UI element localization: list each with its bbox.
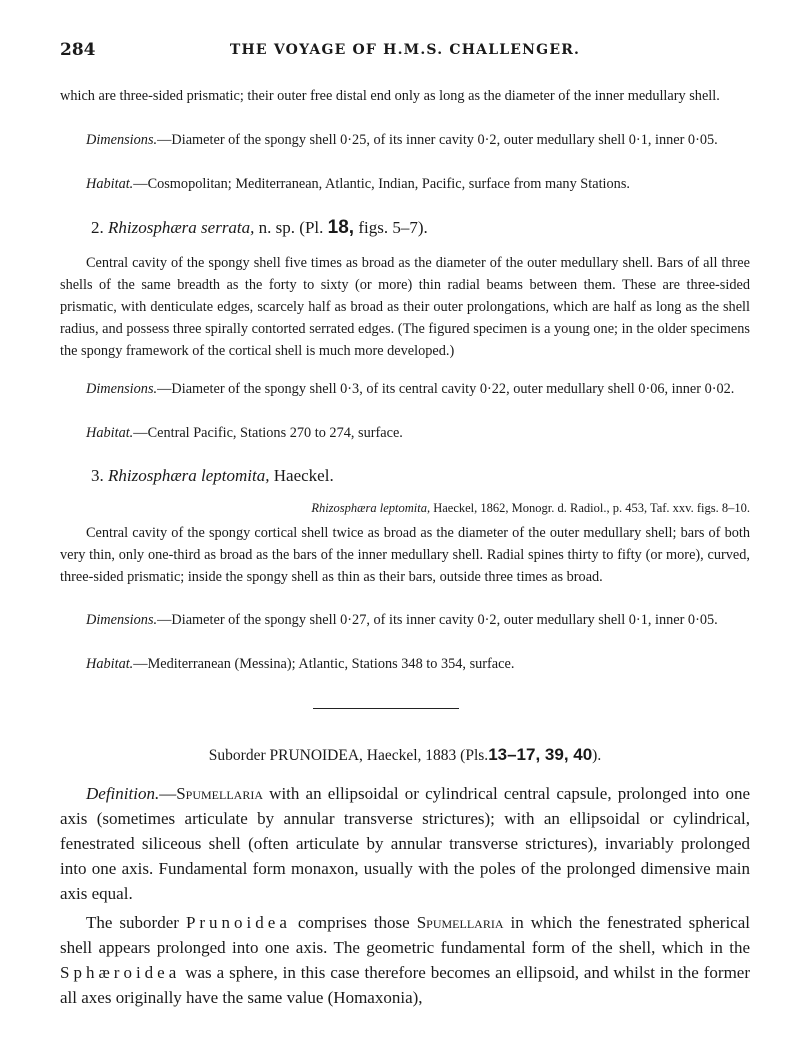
para-mid1: comprises those xyxy=(290,913,417,932)
species2-name: Rhizosphæra serrata, xyxy=(108,218,255,237)
definition-label: Definition. xyxy=(86,784,160,803)
citation-name: Rhizosphæra leptomita, xyxy=(311,501,431,515)
section-divider xyxy=(313,708,459,709)
suborder-heading-plates: 13–17, 39, 40 xyxy=(488,745,593,764)
species3-name: Rhizosphæra leptomita, xyxy=(108,466,270,485)
species3-habitat xyxy=(60,653,750,675)
page-header xyxy=(60,40,750,64)
intro-dimensions xyxy=(60,129,750,151)
suborder-heading-suffix: ). xyxy=(592,747,602,764)
species2-dimensions xyxy=(60,378,750,400)
dimensions-text: —Diameter of the spongy shell 0·27, of its inner cavity 0·2, outer medullary shell 0·1, inner 0·05. xyxy=(157,612,718,628)
habitat-label: Habitat. xyxy=(86,656,134,672)
suborder-definition xyxy=(60,781,750,906)
para-keyword: Spumellaria xyxy=(416,913,504,932)
habitat-text: —Cosmopolitan; Mediterranean, Atlantic, Indian, Pacific, surface from many Stations. xyxy=(133,176,630,192)
habitat-label: Habitat. xyxy=(86,176,134,192)
definition-keyword: Spumellaria xyxy=(176,784,263,803)
habitat-text: —Mediterranean (Messina); Atlantic, Stations 348 to 354, surface. xyxy=(133,656,515,672)
species2-heading xyxy=(91,217,781,239)
habitat-label: Habitat. xyxy=(86,425,134,441)
species3-citation xyxy=(60,499,750,517)
suborder-paragraph xyxy=(60,910,750,1010)
citation-text: Haeckel, 1862, Monogr. d. Radiol., p. 453, Taf. xxv. figs. 8–10. xyxy=(433,501,750,515)
species2-authority: n. sp. (Pl. xyxy=(258,218,324,237)
species2-description: Central cavity of the spongy shell five times as broad as the diameter of the outer medullary shell. Bars of all three shells of the same breadth as the forty to sixty (or more) thin radial beams between them. These are three-sided prismatic, with denticulate edges, scarcely half as broad as their outer prolongations, which are half as long as the shell radius, and possess three spirally contorted serrated edges. (The figured specimen is a young one; in the older specimens the spongy framework of the cortical shell is much more developed.) xyxy=(60,255,750,359)
intro-continuation: which are three-sided prismatic; their outer free distal end only as long as the diameter of the inner medullary shell. xyxy=(60,88,720,104)
intro-habitat xyxy=(60,173,750,195)
species2-plate: 18, xyxy=(327,217,355,238)
definition-dash: — xyxy=(159,784,177,803)
para-end: was a sphere, in this case therefore becomes an ellipsoid, and whilst in the former all axes originally have the same value (Homaxonia), xyxy=(60,963,750,1007)
dimensions-label: Dimensions. xyxy=(86,612,158,628)
species3-description: Central cavity of the spongy cortical shell twice as broad as the diameter of the outer medullary shell; bars of both very thin, only one-third as broad as the bars of the inner medullary shell. Radial spines thirty to fifty (or more), curved, three-sided prismatic; inside the spongy shell as thin as their bars, outside three times as broad. xyxy=(60,525,750,585)
species2-habitat xyxy=(60,422,750,444)
page-number: 284 xyxy=(60,40,96,60)
species2-figs: figs. 5–7). xyxy=(358,218,428,237)
species3-number: 3. xyxy=(91,466,104,485)
para-term-sphaeroidea: Sphæroidea xyxy=(60,963,181,982)
species3-authority: Haeckel. xyxy=(273,466,334,485)
para-mid2: in which the fenestrated spherical shell appears prolonged into one axis. The geometric fundamental form of the shell, which in the xyxy=(60,913,750,957)
dimensions-text: —Diameter of the spongy shell 0·25, of its inner cavity 0·2, outer medullary shell 0·1, inner 0·05. xyxy=(157,132,718,148)
dimensions-label: Dimensions. xyxy=(86,381,158,397)
running-title: THE VOYAGE OF H.M.S. CHALLENGER. xyxy=(229,42,581,58)
definition-text: with an ellipsoidal or cylindrical central capsule, prolonged into one axis (sometimes articulate by annular transverse strictures); with an ellipsoidal or cylindrical, fenestrated siliceous shell (often articulate by annular transverse strictures), invariably prolonged into one axis. Fundamental form monaxon, usually with the poles of the prolonged dimensive main axis equal. xyxy=(60,784,750,903)
dimensions-label: Dimensions. xyxy=(86,132,158,148)
suborder-heading-prefix: Suborder PRUNOIDEA, Haeckel, 1883 (Pls. xyxy=(208,747,489,764)
species3-dimensions xyxy=(60,609,750,631)
species3-heading xyxy=(91,465,781,487)
para-start: The suborder xyxy=(86,913,186,932)
habitat-text: —Central Pacific, Stations 270 to 274, surface. xyxy=(133,425,403,441)
dimensions-text: —Diameter of the spongy shell 0·3, of its central cavity 0·22, outer medullary shell 0·06, inner 0·02. xyxy=(157,381,735,397)
species2-number: 2. xyxy=(91,218,104,237)
para-term-prunoidea: Prunoidea xyxy=(185,913,291,932)
suborder-heading xyxy=(60,745,750,766)
